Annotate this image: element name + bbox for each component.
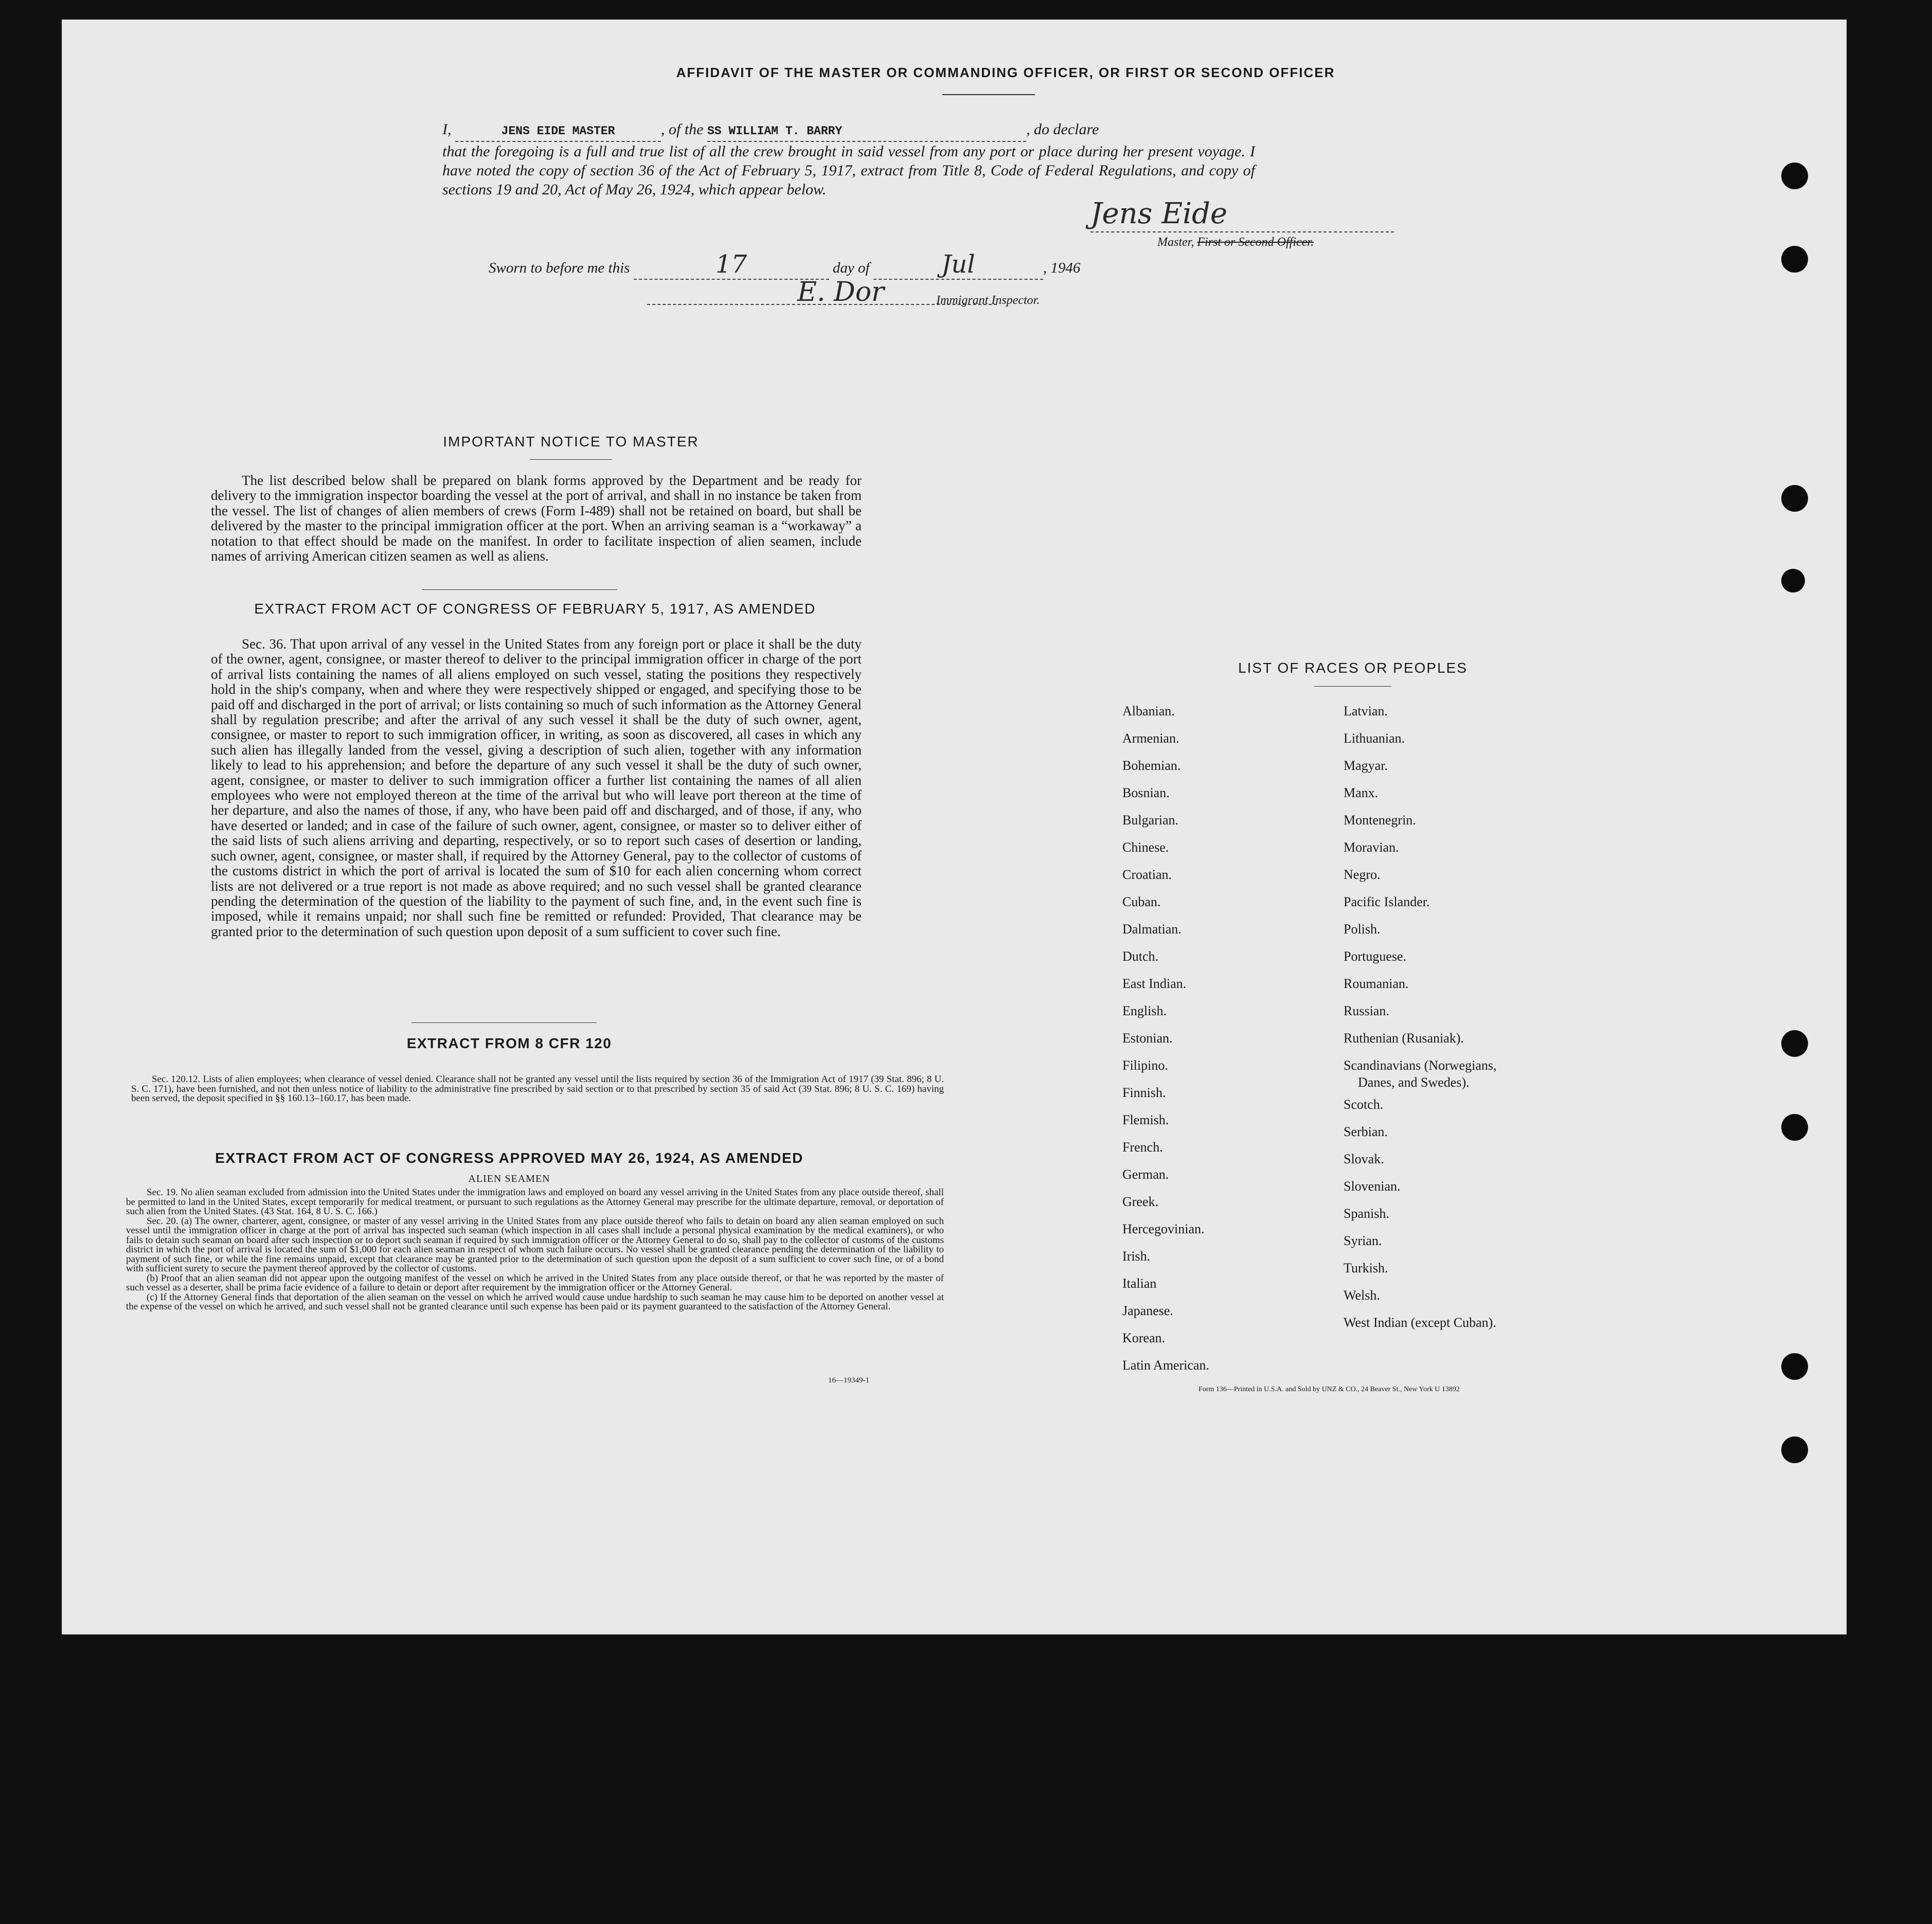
race-item: Welsh. [1344, 1288, 1380, 1303]
race-item: Danes, and Swedes). [1358, 1075, 1470, 1090]
sworn-label: Sworn to before me this [489, 260, 630, 276]
declaration-body: that the foregoing is a full and true list of all the crew brought in said vessel from any port or place during her present voyage. I have noted the copy of section 36 of the Act of February 5, 1917, extract from Title 8, Code of Federal Regulations, and copy of sections 19 and 20, Act of May 26, 1924, which appear below. [442, 143, 1255, 198]
day-of-label: day of [832, 260, 870, 276]
race-item: Turkish. [1344, 1261, 1388, 1275]
binder-hole [1781, 1030, 1808, 1057]
race-item: Scandinavians (Norwegians, [1344, 1058, 1497, 1073]
notice-rule [530, 459, 612, 460]
form-code: 16—19349-1 [828, 1376, 869, 1384]
race-item: Chinese. [1122, 840, 1169, 855]
vessel-field [707, 120, 1026, 142]
master-caption-struck: First or Second Officer. [1197, 236, 1314, 249]
form-footer: Form 136—Printed in U.S.A. and Sold by UNZ & CO., 24 Beaver St., New York U 13892 [1198, 1386, 1460, 1393]
race-item: Bosnian. [1122, 785, 1170, 800]
race-item: Dutch. [1122, 949, 1159, 964]
race-item: Cuban. [1122, 894, 1161, 909]
race-item: Irish. [1122, 1249, 1151, 1264]
affidavit-title: AFFIDAVIT OF THE MASTER OR COMMANDING OFFICER, OR FIRST OR SECOND OFFICER [676, 65, 1335, 80]
extract-1924-subtitle: ALIEN SEAMEN [468, 1173, 550, 1184]
race-item: Spanish. [1344, 1206, 1389, 1221]
binder-hole [1781, 485, 1808, 512]
race-item: Magyar. [1344, 758, 1388, 773]
sec-20a: Sec. 20. (a) The owner, charterer, agent, consignee, or master of any vessel arriving in the United States from any place outside thereof who fails to detain on board any alien seaman employed on such vessel until the immigration officer in charge at the port of arrival has inspected such seaman (which inspection in all cases shall include a personal physical examination by the medical examiners), or who fails to detain such seaman on board after such inspection or to deport such seaman if required by such immigration officer or the Attorney General to do so, shall pay to the collector of customs of the customs district in which the port of arrival is located the sum of $1,000 for each alien seaman in respect of whom such failure occurs. No vessel shall be granted clearance pending the determination of the liability to payment of such fine, or while the fine remains unpaid, except that clearance may be granted prior to the determination of such question upon the deposit of a sum sufficient to cover such fine, or of a bond with sufficient surety to secure the payment thereof approved by the collector of customs. [126, 1215, 944, 1274]
sec-20b: (b) Proof that an alien seaman did not appear upon the outgoing manifest of the vessel on which he arrived in the United States from any place outside thereof, or that he was reported by the master of such vessel as a deserter, shall be prima facie evidence of a failure to detain or deport after requirement by the immigration officer or the Attorney General. [126, 1272, 944, 1293]
race-item: Italian [1122, 1276, 1157, 1291]
race-item: Croatian. [1122, 867, 1172, 882]
race-item: Negro. [1344, 867, 1381, 882]
races-right-column [1344, 704, 1621, 1342]
extract-1917-divider [412, 1022, 597, 1023]
sworn-month: Jul [941, 250, 975, 279]
binder-hole [1781, 1436, 1808, 1463]
race-item: Polish. [1344, 922, 1381, 937]
race-item: Dalmatian. [1122, 922, 1182, 937]
race-item: Roumanian. [1344, 976, 1409, 991]
race-item: Filipino. [1122, 1058, 1168, 1073]
sworn-year: , 1946 [1043, 260, 1081, 276]
race-item: Hercegovinian. [1122, 1221, 1205, 1236]
race-item: Moravian. [1344, 840, 1399, 855]
sec-19: Sec. 19. No alien seaman excluded from admission into the United States under the immigration laws and employed on board any vessel arriving in the United States from any place outside thereof, shall be permitted to land in the United States, except temporarily for medical treatment, or pursuant to such regulations as the Attorney General may prescribe for the ultimate departure, removal, or deportation of such alien from the United States. (43 Stat. 164, 8 U. S. C. 166.) [126, 1187, 944, 1217]
race-item: Armenian. [1122, 731, 1179, 746]
master-caption [1157, 236, 1314, 249]
signature-line [1090, 231, 1394, 232]
inspector-caption: Immigrant Inspector. [936, 294, 1040, 307]
race-item: Montenegrin. [1344, 813, 1416, 828]
race-item: Scotch. [1344, 1097, 1384, 1112]
document-sheet [62, 20, 1847, 1634]
race-item: Slovenian. [1344, 1179, 1401, 1194]
binder-hole [1781, 246, 1808, 273]
sworn-line [489, 250, 1080, 280]
race-item: Bohemian. [1122, 758, 1181, 773]
sec-20c: (c) If the Attorney General finds that deportation of the alien seaman on the vessel on which he arrived would cause undue hardship to such seaman he may cause him to be deported on another vessel at the expense of the vessel on which he arrived, and such vessel shall not be granted clearance until such expense has been paid or its payment guaranteed to the satisfaction of the Attorney General. [126, 1291, 944, 1312]
extract-1924-body [126, 1188, 944, 1312]
race-item: East Indian. [1122, 976, 1187, 991]
race-item: Flemish. [1122, 1112, 1169, 1127]
race-item: Greek. [1122, 1194, 1159, 1209]
race-item: Japanese. [1122, 1303, 1173, 1318]
binder-hole [1781, 1114, 1808, 1141]
sworn-day: 17 [715, 250, 747, 279]
master-name-field [455, 120, 661, 142]
race-item: Ruthenian (Rusaniak). [1344, 1031, 1464, 1046]
inspector-signature: E. Dor [797, 277, 884, 308]
race-item: Serbian. [1344, 1124, 1388, 1139]
extract-cfr-title: EXTRACT FROM 8 CFR 120 [406, 1035, 612, 1051]
race-item: Syrian. [1344, 1233, 1382, 1248]
declaration-paragraph [442, 120, 1255, 199]
extract-cfr-body: Sec. 120.12. Lists of alien employees; when clearance of vessel denied. Clearance shall not be granted any vessel until the lists required by section 36 of the Immigration Act of 1917 (39 Stat. 896; 8 U. S. C. 171), have been furnished, and not then unless notice of liability to the administrative fine prescribed by said section or to that prescribed by section 35 of said Act (39 Stat. 896; 8 U. S. C. 169) having been served, the deposit specified in §§ 160.13–160.17, has been made. [131, 1074, 944, 1104]
binder-hole [1781, 163, 1808, 189]
race-item: Bulgarian. [1122, 813, 1179, 828]
title-rule [942, 94, 1035, 95]
race-item: Finnish. [1122, 1085, 1166, 1100]
races-left-column [1122, 704, 1338, 1385]
race-item: Latvian. [1344, 704, 1388, 718]
race-item: Russian. [1344, 1003, 1389, 1018]
extract-1917-body: Sec. 36. That upon arrival of any vessel in the United States from any foreign port or place it shall be the duty of the owner, agent, consignee, or master thereof to deliver to the principal immigration officer in charge of the port of arrival lists containing the names of all aliens employed on such vessel, stating the positions they respectively hold in the ship's company, when and where they were respectively shipped or engaged, and specifying those to be paid off and discharged in the port of arrival; or lists containing so much of such information as the Attorney General shall by regulation prescribe; and after the arrival of any such vessel it shall be the duty of such owner, agent, consignee, or master to report to such immigration officer, in writing, as soon as discovered, all cases in which any such alien has illegally landed from the vessel, giving a description of such alien, together with any information likely to lead to his apprehension; and before the departure of any such vessel it shall be the duty of such owner, agent, consignee, or master to deliver to such immigration officer a further list containing the names of all alien employees who were not employed thereon at the time of the arrival but who will leave port thereon at the time of her departure, and also the names of those, if any, who have been paid off and discharged, and of those, if any, who have deserted or landed; and in case of the failure of such owner, agent, consignee, or master so to deliver either of the said lists of such aliens arriving and departing, respectively, or so to report such cases of desertion or landing, such owner, agent, consignee, or master shall, if required by the Attorney General, pay to the collector of customs of the customs district in which the port of arrival is located the sum of $10 for each alien concerning whom correct lists are not delivered or a true report is not made as above required; and no such vessel shall be granted clearance pending the determination of the question of the liability to the payment of such fine, and, in the event such fine is imposed, while it remains unpaid; nor shall such fine be remitted or refunded: Provided, That clearance may be granted prior to the determination of such question upon deposit of a sum sufficient to cover such fine. [211, 636, 862, 939]
extract-1917-title: EXTRACT FROM ACT OF CONGRESS OF FEBRUARY 5, 1917, AS AMENDED [254, 601, 816, 617]
race-item: Albanian. [1122, 704, 1175, 718]
race-item: West Indian (except Cuban). [1344, 1315, 1496, 1330]
race-item: French. [1122, 1140, 1163, 1155]
race-item: Pacific Islander. [1344, 894, 1430, 909]
race-item: Estonian. [1122, 1031, 1173, 1046]
sworn-day-field [634, 250, 829, 280]
vessel-name: SS WILLIAM T. BARRY [707, 124, 843, 138]
race-item: English. [1122, 1003, 1167, 1018]
race-item: Korean. [1122, 1330, 1166, 1345]
notice-body: The list described below shall be prepared on blank forms approved by the Department and be ready for delivery to the immigration inspector boarding the vessel at the port of arrival, and shall in no instance be taken from the vessel. The list of changes of alien members of crews (Form I-489) shall not be retained on board, but shall be delivered by the master to the principal immigration officer at the port. When an arriving seaman is a “workaway” a notation to that effect should be made on the manifest. In order to facilitate inspection of alien seamen, include names of arriving American citizen seamen as well as aliens. [211, 473, 862, 564]
races-title: LIST OF RACES OR PEOPLES [1238, 660, 1468, 676]
race-item: Manx. [1344, 785, 1379, 800]
sworn-month-field [873, 250, 1043, 280]
race-item: Latin American. [1122, 1358, 1209, 1373]
master-name: JENS EIDE MASTER [501, 124, 615, 138]
binder-hole [1781, 1353, 1808, 1380]
race-item: Portuguese. [1344, 949, 1407, 964]
race-item: Lithuanian. [1344, 731, 1405, 746]
of-the-label: , of the [661, 121, 704, 138]
notice-divider [422, 589, 617, 590]
race-item: German. [1122, 1167, 1169, 1182]
notice-title: IMPORTANT NOTICE TO MASTER [443, 434, 699, 449]
i-label: I, [442, 121, 452, 138]
extract-1924-title: EXTRACT FROM ACT OF CONGRESS APPROVED MAY 26, 1924, AS AMENDED [215, 1150, 803, 1166]
races-rule [1314, 686, 1391, 687]
master-signature: Jens Eide [1090, 197, 1227, 230]
do-declare-label: , do declare [1026, 121, 1099, 138]
race-item: Slovak. [1344, 1152, 1384, 1166]
binder-hole [1781, 569, 1805, 592]
master-caption-prefix: Master, [1157, 236, 1197, 249]
